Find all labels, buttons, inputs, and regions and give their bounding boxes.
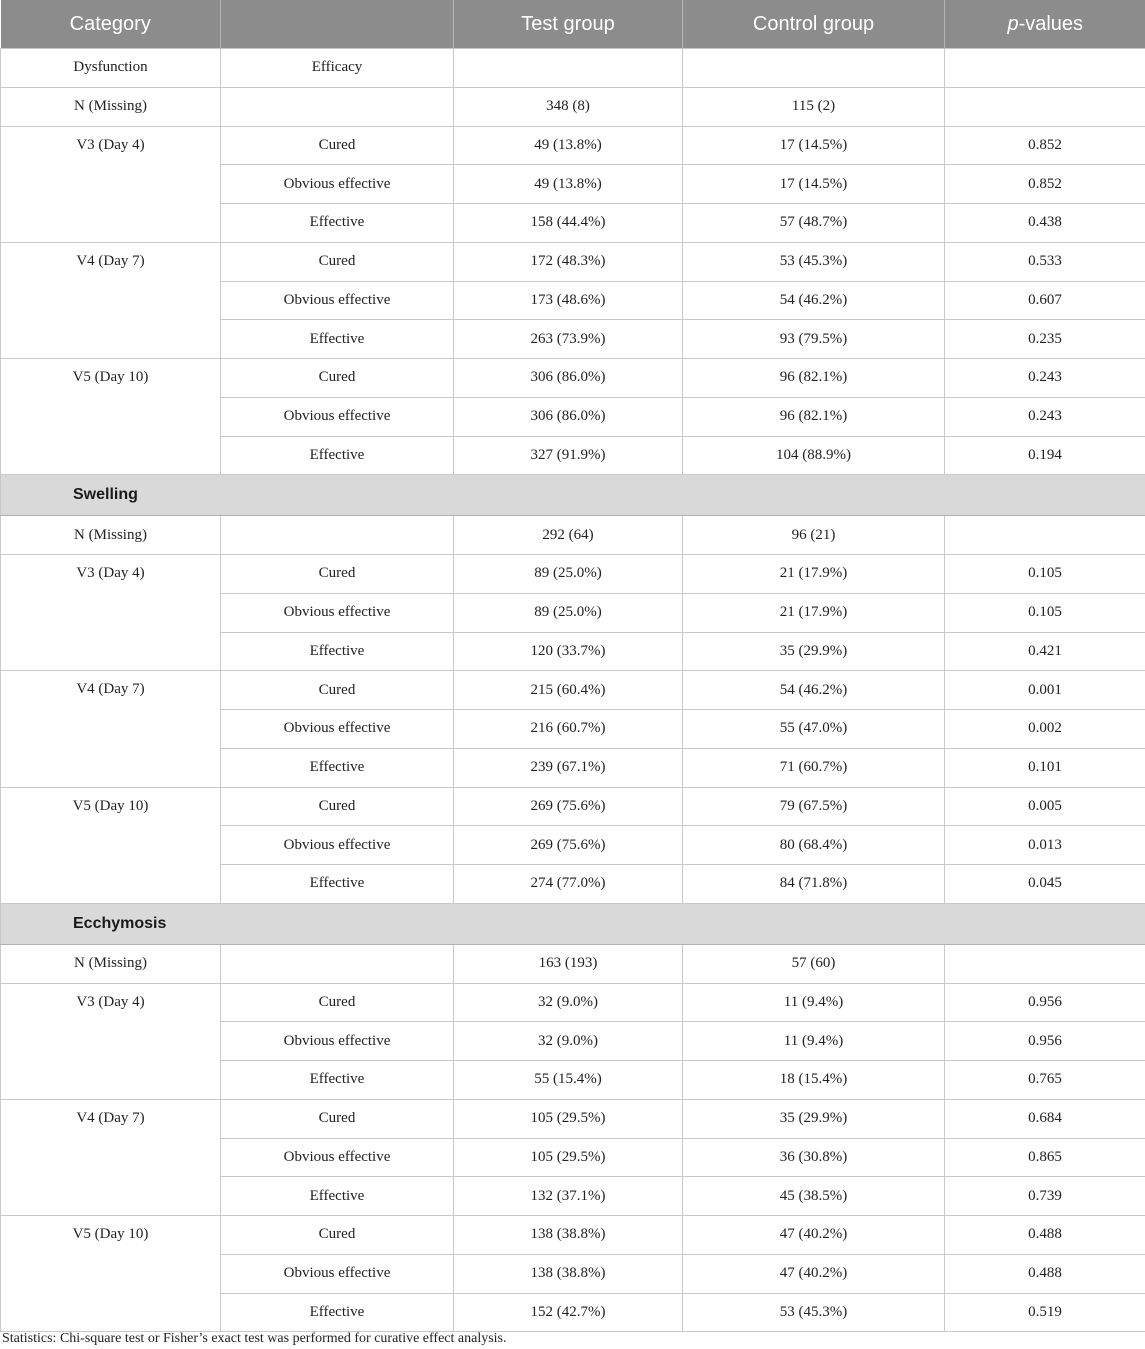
- empty-cell: [221, 516, 454, 555]
- outcome-label: Effective: [221, 320, 454, 359]
- test-value: 172 (48.3%): [454, 242, 683, 281]
- empty-cell: [945, 516, 1145, 555]
- test-value: 132 (37.1%): [454, 1177, 683, 1216]
- p-value: 0.865: [945, 1138, 1145, 1177]
- test-value: 138 (38.8%): [454, 1216, 683, 1255]
- control-value: 11 (9.4%): [683, 1022, 945, 1061]
- outcome-label: Effective: [221, 632, 454, 671]
- test-value: 327 (91.9%): [454, 436, 683, 475]
- outcome-label: Cured: [221, 671, 454, 710]
- p-value: 0.045: [945, 865, 1145, 904]
- outcome-label: Cured: [221, 983, 454, 1022]
- control-value: 93 (79.5%): [683, 320, 945, 359]
- control-value: 96 (82.1%): [683, 397, 945, 436]
- control-value: 54 (46.2%): [683, 671, 945, 710]
- n-missing-label: N (Missing): [1, 944, 221, 983]
- n-control: 115 (2): [683, 87, 945, 126]
- p-value: 0.519: [945, 1293, 1145, 1332]
- test-value: 105 (29.5%): [454, 1099, 683, 1138]
- outcome-label: Cured: [221, 126, 454, 165]
- p-value: 0.005: [945, 787, 1145, 826]
- test-value: 216 (60.7%): [454, 710, 683, 749]
- visit-label: V4 (Day 7): [1, 1099, 221, 1215]
- p-value: 0.488: [945, 1216, 1145, 1255]
- section-header-swelling: [1, 475, 1145, 516]
- control-value: 53 (45.3%): [683, 242, 945, 281]
- header-p-italic: p: [1007, 12, 1019, 35]
- outcome-label: Obvious effective: [221, 281, 454, 320]
- outcome-label: Cured: [221, 359, 454, 398]
- visit-label: V5 (Day 10): [1, 1216, 221, 1332]
- p-value: 0.235: [945, 320, 1145, 359]
- n-test: 292 (64): [454, 516, 683, 555]
- n-missing-label: N (Missing): [1, 87, 221, 126]
- test-value: 306 (86.0%): [454, 397, 683, 436]
- test-value: 239 (67.1%): [454, 748, 683, 787]
- outcome-label: Obvious effective: [221, 165, 454, 204]
- outcome-label: Effective: [221, 865, 454, 904]
- test-value: 269 (75.6%): [454, 826, 683, 865]
- p-value: 0.852: [945, 165, 1145, 204]
- test-value: 32 (9.0%): [454, 1022, 683, 1061]
- header-p-suffix: -values: [1018, 12, 1084, 35]
- control-value: 84 (71.8%): [683, 865, 945, 904]
- outcome-label: Effective: [221, 1177, 454, 1216]
- test-value: 158 (44.4%): [454, 204, 683, 243]
- table-row: [1, 787, 1145, 826]
- visit-label: V5 (Day 10): [1, 359, 221, 475]
- p-value: 0.243: [945, 397, 1145, 436]
- n-control: 96 (21): [683, 516, 945, 555]
- table-row: [1, 242, 1145, 281]
- visit-label: V3 (Day 4): [1, 983, 221, 1099]
- header-test-group: Test group: [454, 0, 683, 49]
- p-value: 0.421: [945, 632, 1145, 671]
- control-value: 21 (17.9%): [683, 555, 945, 594]
- test-value: 55 (15.4%): [454, 1061, 683, 1100]
- test-value: 49 (13.8%): [454, 126, 683, 165]
- outcome-label: Cured: [221, 1099, 454, 1138]
- control-value: 104 (88.9%): [683, 436, 945, 475]
- section-label-dysfunction: Dysfunction: [1, 49, 221, 88]
- control-value: 80 (68.4%): [683, 826, 945, 865]
- visit-label: V4 (Day 7): [1, 671, 221, 787]
- control-value: 71 (60.7%): [683, 748, 945, 787]
- section-header-ecchymosis: [1, 903, 1145, 944]
- p-value: 0.013: [945, 826, 1145, 865]
- test-value: 306 (86.0%): [454, 359, 683, 398]
- header-blank: [221, 0, 454, 49]
- control-value: 11 (9.4%): [683, 983, 945, 1022]
- n-control: 57 (60): [683, 944, 945, 983]
- control-value: 21 (17.9%): [683, 593, 945, 632]
- p-value: 0.533: [945, 242, 1145, 281]
- p-value: 0.852: [945, 126, 1145, 165]
- table-row: [1, 983, 1145, 1022]
- test-value: 105 (29.5%): [454, 1138, 683, 1177]
- table-row: [1, 126, 1145, 165]
- efficacy-label: Efficacy: [221, 49, 454, 88]
- outcome-label: Effective: [221, 204, 454, 243]
- test-value: 173 (48.6%): [454, 281, 683, 320]
- p-value: 0.765: [945, 1061, 1145, 1100]
- test-value: 89 (25.0%): [454, 555, 683, 594]
- p-value: 0.002: [945, 710, 1145, 749]
- outcome-label: Effective: [221, 1293, 454, 1332]
- p-value: 0.243: [945, 359, 1145, 398]
- control-value: 35 (29.9%): [683, 632, 945, 671]
- visit-label: V3 (Day 4): [1, 555, 221, 671]
- control-value: 36 (30.8%): [683, 1138, 945, 1177]
- outcome-label: Effective: [221, 436, 454, 475]
- control-value: 45 (38.5%): [683, 1177, 945, 1216]
- test-value: 49 (13.8%): [454, 165, 683, 204]
- outcome-label: Cured: [221, 555, 454, 594]
- empty-cell: [221, 944, 454, 983]
- header-control-group: Control group: [683, 0, 945, 49]
- empty-cell: [454, 49, 683, 88]
- outcome-label: Effective: [221, 748, 454, 787]
- control-value: 57 (48.7%): [683, 204, 945, 243]
- empty-cell: [221, 87, 454, 126]
- visit-label: V5 (Day 10): [1, 787, 221, 903]
- n-test: 163 (193): [454, 944, 683, 983]
- control-value: 18 (15.4%): [683, 1061, 945, 1100]
- p-value: 0.105: [945, 555, 1145, 594]
- test-value: 89 (25.0%): [454, 593, 683, 632]
- control-value: 55 (47.0%): [683, 710, 945, 749]
- table-footnote: Statistics: Chi-square test or Fisher’s exact test was performed for curative effect analysis.: [2, 1331, 507, 1346]
- header-p-values: [945, 0, 1145, 49]
- p-value: 0.194: [945, 436, 1145, 475]
- test-value: 138 (38.8%): [454, 1254, 683, 1293]
- section-title: Ecchymosis: [1, 903, 1145, 944]
- test-value: 120 (33.7%): [454, 632, 683, 671]
- control-value: 96 (82.1%): [683, 359, 945, 398]
- empty-cell: [945, 87, 1145, 126]
- control-value: 47 (40.2%): [683, 1216, 945, 1255]
- p-value: 0.607: [945, 281, 1145, 320]
- outcome-label: Effective: [221, 1061, 454, 1100]
- table-row: [1, 671, 1145, 710]
- test-value: 274 (77.0%): [454, 865, 683, 904]
- n-missing-label: N (Missing): [1, 516, 221, 555]
- section-title: Swelling: [1, 475, 1145, 516]
- outcome-label: Obvious effective: [221, 826, 454, 865]
- outcome-label: Cured: [221, 242, 454, 281]
- outcome-label: Cured: [221, 787, 454, 826]
- test-value: 215 (60.4%): [454, 671, 683, 710]
- n-test: 348 (8): [454, 87, 683, 126]
- p-value: 0.488: [945, 1254, 1145, 1293]
- table-row: [1, 516, 1145, 555]
- p-value: 0.101: [945, 748, 1145, 787]
- control-value: 53 (45.3%): [683, 1293, 945, 1332]
- test-value: 269 (75.6%): [454, 787, 683, 826]
- p-value: 0.956: [945, 1022, 1145, 1061]
- control-value: 47 (40.2%): [683, 1254, 945, 1293]
- table-row: [1, 49, 1145, 88]
- control-value: 17 (14.5%): [683, 126, 945, 165]
- outcome-label: Obvious effective: [221, 397, 454, 436]
- table-header: [1, 0, 1145, 49]
- outcome-label: Obvious effective: [221, 593, 454, 632]
- control-value: 79 (67.5%): [683, 787, 945, 826]
- test-value: 263 (73.9%): [454, 320, 683, 359]
- empty-cell: [683, 49, 945, 88]
- control-value: 54 (46.2%): [683, 281, 945, 320]
- table-body: [1, 49, 1145, 1332]
- outcome-label: Obvious effective: [221, 1138, 454, 1177]
- table-row: [1, 1099, 1145, 1138]
- outcome-label: Obvious effective: [221, 1022, 454, 1061]
- table-row: [1, 555, 1145, 594]
- outcome-label: Obvious effective: [221, 710, 454, 749]
- p-value: 0.001: [945, 671, 1145, 710]
- table-row: [1, 87, 1145, 126]
- visit-label: V3 (Day 4): [1, 126, 221, 242]
- p-value: 0.684: [945, 1099, 1145, 1138]
- outcome-label: Cured: [221, 1216, 454, 1255]
- empty-cell: [945, 944, 1145, 983]
- test-value: 32 (9.0%): [454, 983, 683, 1022]
- visit-label: V4 (Day 7): [1, 242, 221, 358]
- p-value: 0.956: [945, 983, 1145, 1022]
- table-row: [1, 359, 1145, 398]
- empty-cell: [945, 49, 1145, 88]
- header-category: Category: [1, 0, 221, 49]
- test-value: 152 (42.7%): [454, 1293, 683, 1332]
- p-value: 0.438: [945, 204, 1145, 243]
- control-value: 17 (14.5%): [683, 165, 945, 204]
- table-row: [1, 944, 1145, 983]
- p-value: 0.105: [945, 593, 1145, 632]
- p-value: 0.739: [945, 1177, 1145, 1216]
- outcome-label: Obvious effective: [221, 1254, 454, 1293]
- control-value: 35 (29.9%): [683, 1099, 945, 1138]
- table-row: [1, 1216, 1145, 1255]
